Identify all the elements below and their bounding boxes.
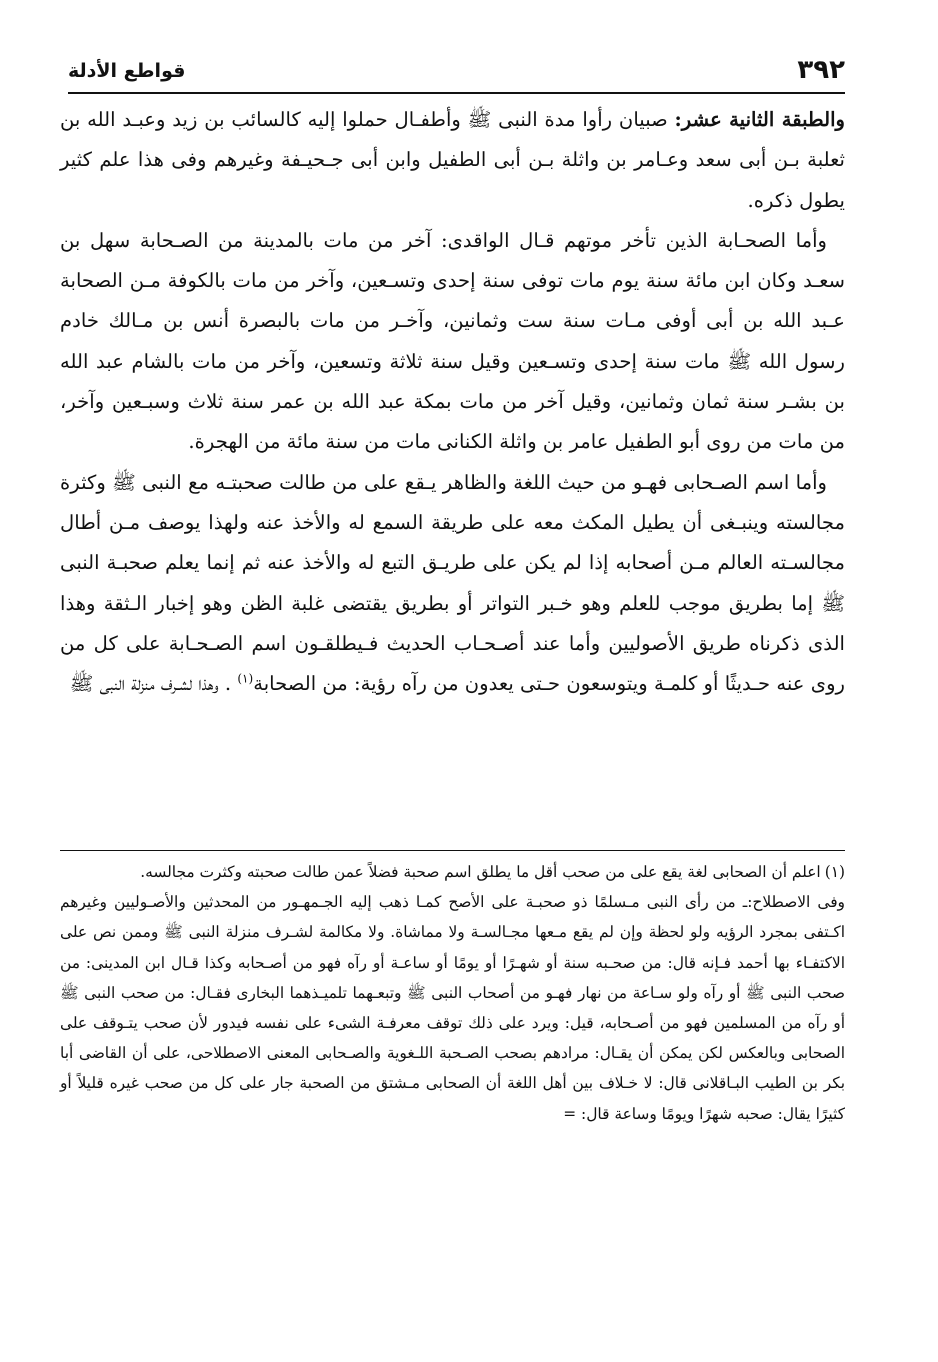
paragraph-text: وأما اسم الصـحابى فهـو من حيث اللغة والظاهر يـقع على من طالت صحبتـه مع النبى ﷺ وكثرة مجالسته وينبـغى أن يطيل المكث معه على طريقة السمع له والأخذ عنه ولهذا يوصف مـن أطال مجالسـته العالم مـن أصحابه إذا لم يكن على طريـق التبع له والأخذ عنه ثم إنما يعلم صحبـة النبى ﷺ إما بطريق موجب للعلم وهو خـبر التواتر أو بطريق يقتضى غلبة الظن وهو إخبار الـثقة وهذا الذى ذكرناه طريق الأصوليين وأما عند أصـحـاب الحديث فـيطلقـون اسم الصـحـابة على كل من روى عنه حـديثًا أو كلمـة ويتوسعون حـتى يعدون من رآه رؤية: من الصحابة bbox=[60, 470, 845, 696]
running-title: قواطع الأدلة bbox=[68, 60, 186, 82]
paragraph-tabaqa bbox=[60, 100, 845, 221]
paragraph-last-companions: وأما الصحـابة الذين تأخر موتهم قـال الواقدى: آخر من مات بالمدينة من الصـحابة سهل بن سعـد وكان ابن مائة سنة يوم مات توفى سنة إحدى وتسـعين، وآخر من مات بالكوفة مـن الصحابة عـبد الله بن أبى أوفى مـات سنة ست وثمانين، وآخـر من مات بالبصرة أنس بن مـالك خادم رسول الله ﷺ مات سنة إحدى وتسـعين وقيل سنة ثلاثة وتسعين، وآخر من مات بالشام عبد الله بن بشـر سنة ثمان وثمانين، وقيل آخر من مات بمكة عبد الله بن عمر سنة ثلاث وسبـعين وآخر، من مات من روى أبو الطفيل عامر بن واثلة الكنانى مات من سنة مائة من الهجرة. bbox=[60, 228, 845, 454]
paragraph-lead: والطبقة الثانية عشر: bbox=[674, 108, 845, 131]
footnote-number: (١) bbox=[824, 863, 845, 881]
paragraph-sahabi-definition bbox=[60, 463, 845, 705]
page-header bbox=[68, 52, 845, 94]
footnote-reference[interactable]: (١) bbox=[237, 671, 254, 686]
main-text bbox=[60, 100, 845, 704]
footnote-1-continued: وفى الاصطلاح:ـ من رأى النبى مـسلمًا ذو صحبـة على الأصح كمـا ذهب إليه الجـمهـور من المحدثين والأصـوليين وغيرهم اكـتفى بمجرد الرؤيه ولو لحظة وإن لم يقع مـعها مجـالسـة ولا مماشاة. ولا مكالمة لشـرف منزلة النبى ﷺ وممن نص على الاكتفـاء بها أحمد فـإنه قال: من صحـبه سنة أو شهـرًا أو يومًا أو ساعـة أو رآه فهو من أصـحابه وكذا قـال ابن المدينى: من صحب النبى ﷺ أو رآه ولو سـاعة من نهار فهـو من أصحاب النبى ﷺ وتبعـهما تلميـذهما البخارى فقـال: من صحب النبى ﷺ أو رآه من المسلمين فهو من أصـحابه، قيل: ويرد على ذلك توقف معرفـة الشىء على نفسه فيدور لأن صحب يتـوقف على الصحابى وبالعكس لكن يمكن أن يقـال: مرادهم بصحب الصـحبة اللـغوية والصـحابى المعنى الاصطلاحى، على أن القاضى أبا بكر بن الطيب البـاقلانى قال: لا خـلاف بين أهل اللغة أن الصحابى مـشتق من الصحبة جار على كل من صحب غيره قليلاً أو كثيرًا يقال: صحبه شهرًا ويومًا وساعة قال: = bbox=[60, 893, 845, 1123]
paragraph-tail: . وهذا لشـرف منزلة النبى ﷺ bbox=[69, 672, 238, 696]
paragraph-text: صبيان رأوا مدة النبى ﷺ وأطفـال حملوا إليه كالسائب بن زيد وعبـد الله بن ثعلبة بـن أبى سعد وعـامر بن واثلة بـن أبى الطفيل وابن أبى جـحيـفة وغيرهم وفى هذا علم كثير يطول ذكره. bbox=[60, 108, 845, 212]
footnote-text: اعلم أن الصحابى لغة يقع على من صحب أقل ما يطلق اسم صحبة فضلاً عمن طالت صحبته وكثرت مجالسه. bbox=[140, 863, 821, 881]
footnote-1 bbox=[60, 857, 845, 887]
footnotes bbox=[60, 850, 845, 1129]
page-number: ٣٩٢ bbox=[797, 55, 845, 85]
